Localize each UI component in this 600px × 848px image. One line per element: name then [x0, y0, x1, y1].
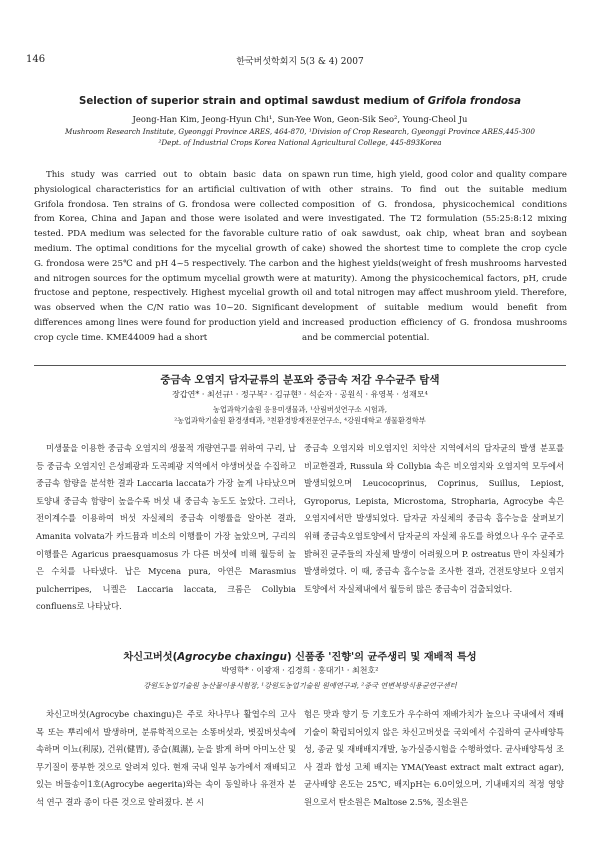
- article1-right-paragraph: spawn run time, high yield, good color and quality compare with other strains. To find out the suitable medium composition of G. frondosa, physicochemical conditions were investigated. The T2 formulation (55:25:8:12 mixing ratio of oak sawdust, oak chip, wheat bran and soybean cake) showed the shortest time to complete the crop cycle and the highest yields(weight of fresh mushrooms harvested at maturity). Among the physicochemical factors, pH, crude oil and total nitrogen may affect mushroom yield. Therefore, development of suitable medium would benefit from increased production efficiency of G. frondosa mushrooms and be commercial potential.: [302, 170, 567, 343]
- article3-title-species: Agrocybe chaxingu: [177, 652, 287, 663]
- section-divider: [34, 365, 566, 366]
- article3-title-post: ) 신품종 '진향'의 균주생리 및 재배적 특성: [286, 652, 477, 663]
- article2-right-paragraph: 중금속 오염지와 비오염지인 치악산 지역에서의 담자균의 발생 분포를 비교한결과, Russula 와 Collybia 속은 비오염지와 오염지역 모두에서 발생되었으며 Leucocoprinus, Coprinus, Suillus, Lepiost, Gyroporus, Lepista, Microstoma, Stropharia, Agrocybe 속은 오염지에서만 발생되었다. 담자균 자실체의 중금속 흡수능을 살펴보기 위해 중금속오염토양에서 담자균의 자실체 유도를 하였으나 우수 균주로 밝혀진 균주들의 자실체 발생이 어려웠으며 P. ostreatus 만이 자실체가 발생하였다. 이 때, 중금속 흡수능을 조사한 결과, 건전토양보다 오염지 토양에서 자실체내에서 월등히 많은 중금속이 검출되었다.: [304, 443, 564, 594]
- article3-title: [40, 648, 560, 663]
- article1-authors: Jeong-Han Kim, Jeong-Hyun Chi¹, Sun-Yee Won, Geon-Sik Seo², Young-Cheol Ju: [132, 114, 468, 124]
- article2-authors: 장갑연* · 최선규¹ · 정구복² · 김규현³ · 석순자 · 공원식 · 유영복 · 성재모⁴: [172, 390, 428, 399]
- article3-affiliation: 강원도농업기술원 농산물이용시험장, ¹강원도농업기술원 원예연구과, ²중국 연변복방식용균연구센터: [143, 681, 457, 690]
- article1-left-paragraph: This study was carried out to obtain basic data on physiological characteristics for an artificial cultivation of Grifola frondosa. Ten strains of G. frondosa were collected from Korea, China and Japan and those were isolated and tested. PDA medium was selected for the favorable culture medium. The optimal conditions for the mycelial growth of G. frondosa were 25℃ and pH 4~5 respectively. The carbon and nitrogen sources for the optimum mycelial growth were fructose and peptone, respectively. Highest mycelial growth was observed when the C/N ratio was 10~20. Significant differences among lines were found for production yield and crop cycle time. KME44009 had a short: [34, 170, 299, 343]
- article3-right-paragraph: 험은 맛과 향기 등 기호도가 우수하여 재배가치가 높으나 국내에서 재배기술이 확립되어있지 않은 차신고버섯을 국외에서 수집하여 균사배양특성, 종균 및 재배배지개발, 농가실증시험을 수행하였다. 균사배양특성 조사 결과 합성 고체 배지는 YMA(Yeast extract malt extract agar), 균사배양 온도는 25℃, 배지pH는 6.0이었으며, 기내배지의 적정 영양원으로서 탄소원은 Maltose 2.5%, 질소원은: [304, 709, 564, 807]
- article2-affiliation-1: 농업과학기술원 응용미생물과, ¹산림버섯연구소 시험과,: [213, 405, 387, 414]
- article1-left-column: [34, 168, 299, 346]
- article2-title: 중금속 오염지 담자균류의 분포와 중금속 저감 우수균주 탐색: [160, 374, 440, 386]
- article1-affiliation-2: ²Dept. of Industrial Crops Korea National Agricultural College, 445-893Korea: [158, 138, 442, 147]
- journal-header: 한국버섯학회지 5(3 & 4) 2007: [236, 57, 364, 67]
- article1-title: [40, 96, 560, 107]
- article2-affiliation-2: ²농업과학기술원 환경생태과, ³친환경방재전문연구소, ⁴강원대학교 생물환경학부: [174, 416, 426, 425]
- article3-left-paragraph: 차신고버섯(Agrocybe chaxingu)은 주로 차나무나 활엽수의 고사목 또는 뿌리에서 발생하며, 분류학적으로는 소똥버섯과, 볏짚버섯속에 속하며 이뇨(利尿), 건위(健胃), 종습(風濕), 눈을 밝게 하며 아미노산 및 무기질이 풍부한 것으로 알려져 있다. 현재 국내 일부 농가에서 재배되고 있는 버들송이1호(Agrocybe aegerita)와는 속이 동일하나 유전자 분석 연구 결과 종이 다른 것으로 알려졌다. 본 시: [36, 709, 296, 807]
- article1-title-main: Selection of superior strain and optimal sawdust medium of: [79, 96, 428, 107]
- article1-right-column: [302, 168, 567, 346]
- article1-title-species: Grifola frondosa: [427, 96, 521, 107]
- article2-left-paragraph: 미생물을 이용한 중금속 오염지의 생물적 개량연구를 위하여 구리, 납 등 중금속 오염지인 은성폐광과 도곡폐광 지역에서 야생버섯을 수집하고 중금속 함량을 분석한 결과 Laccaria laccata가 가장 높게 나타났으며 토양내 중금속 함량이 높을수록 버섯 내 중금속 농도도 높았다. 그러나, 전이계수를 이용하여 버섯 자실체의 중금속 이행률을 알아본 결과, Amanita volvata가 카드뮴과 비소의 이행률이 가장 높았으며, 구리의 이행률은 Agaricus praesquamosus 가 다른 버섯에 비해 월등히 높은 수치를 나타냈다. 납은 Mycena pura, 아연은 Marasmius pulcherripes, 니켈은 Laccaria laccata, 크롬은 Collybia confluens로 나타났다.: [36, 443, 296, 612]
- article3-title-pre: 차신고버섯(: [123, 652, 178, 663]
- article2-right-column: [304, 440, 564, 598]
- page-number: 146: [26, 54, 46, 65]
- article3-authors: 박영학* · 이광재 · 김경희 · 홍대기¹ · 최천호²: [221, 666, 379, 675]
- article3-left-column: [36, 706, 296, 812]
- article2-left-column: [36, 440, 296, 616]
- article1-affiliation-1: Mushroom Research Institute, Gyeonggi Province ARES, 464-870, ¹Division of Crop Research, Gyeonggi Province ARES,445-300: [65, 127, 535, 136]
- article3-right-column: [304, 706, 564, 812]
